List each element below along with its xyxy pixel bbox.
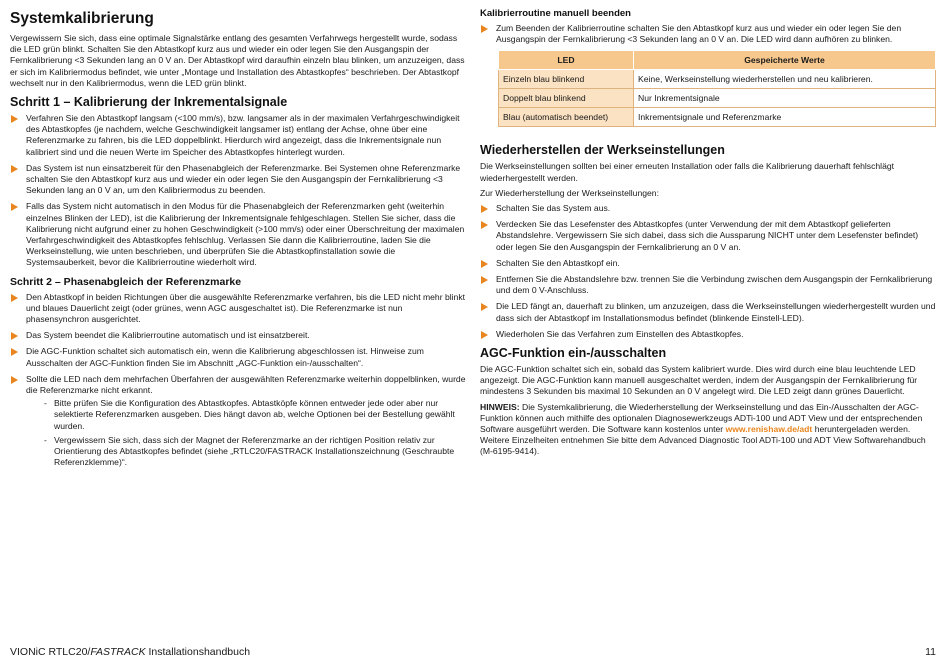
list-item: Verdecken Sie das Lesefenster des Abtastkopfes (unter Verwendung der mit dem Abtastkopf gelieferten Abstandslehre. Vergewissern Sie sich dabei, dass sich die Aussparung NICHT unter dem Lesefenster befindet) oder legen Sie den Ausgangspin der Fernkalibrierung an 0 V an. (480, 219, 936, 253)
list-item-text: Sollte die LED nach dem mehrfachen Überfahren der ausgewählten Referenzmarke weiterhin doppelblinken, wurde die Referenzmarke nicht erkannt. (26, 373, 466, 396)
agc-paragraph: Die AGC-Funktion schaltet sich ein, sobald das System kalibriert wurde. Dies wird durch eine blau leuchtende LED angezeigt. Die AGC-Funktion kann manuell ausgeschaltet werden, indem der Ausgangspin der Fernkalibrierung für mindestens 3 Sekunden bis maximal 10 Sekunden an 0 V angelegt wird. Die LED zeigt dann grünes Dauerlicht. (480, 364, 918, 397)
hinweis-label: HINWEIS: (480, 401, 520, 412)
sub-list-item: - Vergewissern Sie sich, dass sich der Magnet der Referenzmarke an der richtigen Position relativ zur Orientierung des Abtastkopfes befindet (siehe „RTLC20/FASTRACK Installationszeichnung (Geschraubte Referenzklemme)“. (44, 435, 466, 469)
list-item: Die AGC-Funktion schaltet sich automatisch ein, wenn die Kalibrierung abgeschlossen ist. Hinweise zum Ausschalten der AGC-Funktion finden Sie im Abschnitt „AGC-Funktion ein-/ausschalten“. (10, 346, 466, 368)
hinweis-text: Die Systemkalibrierung, die Wiederherstellung der Werkseinstellung und das Ein-/Ausschalten der AGC-Funktion können auch mithilfe des optionalen Diagnosewerkzeugs ADTi-100 und ADT View und der entsprechenden Software ausgeführt werden. Die Software kann kostenlos unter (480, 401, 923, 435)
step1-list (10, 113, 466, 269)
restore-list (480, 203, 936, 340)
list-item: Schalten Sie den Abtastkopf ein. (480, 258, 936, 269)
list-item: Zum Beenden der Kalibrierroutine schalten Sie den Abtastkopf kurz aus und wieder ein oder legen Sie den Ausgangspin der Fernkalibrierung <3 Sekunden lang an 0 V an. Die LED wird dann aufhören zu blinken. (480, 23, 936, 45)
list-item: Die LED fängt an, dauerhaft zu blinken, um anzuzeigen, dass die Werkseinstellungen wiederhergestellt wurden und dass sich der Abtastkopf im Installationsmodus befindet (blinkende Einstell-LED). (480, 301, 936, 323)
list-item: Entfernen Sie die Abstandslehre bzw. trennen Sie die Verbindung zwischen dem Ausgangspin der Fernkalibrierung und dem 0 V-Anschluss. (480, 274, 936, 296)
right-column (480, 8, 936, 462)
hinweis-paragraph (480, 402, 936, 458)
restore-paragraph: Die Werkseinstellungen sollten bei einer erneuten Installation oder falls die Kalibrierung dauerhaft fehlschlägt wiederhergestellt werden. (480, 161, 895, 183)
footer-doc-italic: FASTRACK (90, 646, 146, 658)
table-row (499, 89, 936, 108)
table-row (499, 70, 936, 89)
list-item: Falls das System nicht automatisch in den Modus für die Phasenabgleich der Referenzmarken geht (weiterhin einzelnes Blinken der LED), ist die Kalibrierung der Inkrementsignale fehlgeschlagen. Stellen Sie sicher, dass die Kalibrierung nicht aufgrund einer zu hohen Geschwindigkeit (>100 mm/s) oder einer Überschreitung der maximalen Verfahrgeschwindigkeit des Abtastkopfes fehlschlug. Verlassen Sie dann die Kalibrierroutine, laden Sie die Werkseinstellung, wie unten beschrieben, und überprüfen Sie die Abtastkopfinstallation sowie die Systemsauberkeit, bevor die Kalibrierroutine wiederholt wird. (10, 201, 466, 268)
list-item: Verfahren Sie den Abtastkopf langsam (<100 mm/s), bzw. langsamer als in der maximalen Verfahrgeschwindigkeit des Abtastkopfes (je nachdem, welche Geschwindigkeit langsamer ist) entlang der Achse, ohne über eine Referenzmarke zu fahren, bis die LED doppelblinkt. Hierdurch wird angezeigt, dass die Inkrementsignale nun kalibriert sind und die neuen Werte im Speicher des Abtastkopfes hinterlegt wurden. (10, 113, 466, 158)
hinweis-text-end: heruntergeladen werden. Weitere Einzelheiten entnehmen Sie bitte dem Advanced Diagnostic Tool ADTi-100 und ADT View Softwarehandbuch (M-6195-9414). (480, 424, 926, 457)
table-cell: Keine, Werkseinstellung wiederherstellen und neu kalibrieren. (634, 70, 936, 89)
page-number: 11 (925, 646, 936, 658)
led-table (498, 50, 936, 127)
table-cell: Blau (automatisch beendet) (499, 108, 634, 127)
left-column (10, 8, 466, 474)
page-title: Systemkalibrierung (10, 10, 154, 27)
intro-paragraph: Vergewissern Sie sich, dass eine optimale Signalstärke entlang des gesamten Verfahrwegs hergestellt wurde, sodass die LED grün blinkt. Schalten Sie den Abtastkopf kurz aus und wieder ein oder legen Sie den Ausgangspin der Fernkalibrierung <3 Sekunden lang an 0 V an. Der Abtastkopf wird daraufhin einzeln blau blinken, um anzuzeigen, dass er sich im Kalibriermodus befindet, wie unter „Montage und Installation des Abtastkopfes“ beschrieben. Der Abtastkopf wechselt nur in den Kalibriermodus, wenn die LED grün blinkt. (10, 33, 465, 88)
step2-list (10, 292, 466, 469)
list-item: Schalten Sie das System aus. (480, 203, 936, 214)
table-cell: Inkrementsignale und Referenzmarke (634, 108, 936, 127)
manual-end-heading: Kalibrierroutine manuell beenden (480, 8, 631, 19)
footer-doc-prefix: VIONiC RTLC20/ (10, 646, 91, 658)
footer-doc-suffix: Installationshandbuch (145, 646, 251, 658)
list-item: Das System beendet die Kalibrierroutine automatisch und ist einsatzbereit. (10, 330, 466, 341)
step2-heading: Schritt 2 – Phasenabgleich der Referenzmarke (10, 275, 242, 288)
adt-download-link[interactable]: www.renishaw.de/adt (725, 424, 813, 435)
table-header-row (499, 51, 936, 70)
footer-doc-title (10, 646, 250, 658)
table-row (499, 108, 936, 127)
list-item (10, 374, 466, 469)
table-header-led: LED (499, 51, 634, 70)
restore-heading: Wiederherstellen der Werkseinstellungen (480, 143, 725, 158)
table-header-values: Gespeicherte Werte (634, 51, 936, 70)
agc-heading: AGC-Funktion ein-/ausschalten (480, 346, 667, 361)
restore-intro: Zur Wiederherstellung der Werkseinstellungen: (480, 187, 659, 198)
table-cell: Doppelt blau blinkend (499, 89, 634, 108)
manual-end-list (480, 23, 936, 45)
page-footer (10, 646, 936, 658)
list-item: Den Abtastkopf in beiden Richtungen über die ausgewählte Referenzmarke verfahren, bis die LED nicht mehr blinkt und blaues Dauerlicht zeigt (oder grünes, wenn AGC ausgeschaltet ist). Die Referenzmarke ist nun phasensynchron ausgerichtet. (10, 292, 466, 326)
step1-heading: Schritt 1 – Kalibrierung der Inkrementalsignale (10, 95, 288, 110)
sub-list-item: - Bitte prüfen Sie die Konfiguration des Abtastkopfes. Abtastköpfe können entweder jede oder aber nur selektierte Referenzmarken ausgeben. Dies hängt davon ab, welche Optionen bei der Bestellung gewählt wurden. (44, 398, 466, 432)
list-item: Wiederholen Sie das Verfahren zum Einstellen des Abtastkopfes. (480, 329, 936, 340)
list-item: Das System ist nun einsatzbereit für den Phasenabgleich der Referenzmarke. Bei Systemen ohne Referenzmarke schalten Sie den Abtastkopf kurz aus und wieder ein oder legen Sie den Ausgangspin der Fernkalibrierung <3 Sekunden lang an 0 V an, um den Kalibriermodus zu beenden. (10, 163, 466, 197)
sub-list (44, 398, 466, 468)
table-cell: Nur Inkrementsignale (634, 89, 936, 108)
table-cell: Einzeln blau blinkend (499, 70, 634, 89)
